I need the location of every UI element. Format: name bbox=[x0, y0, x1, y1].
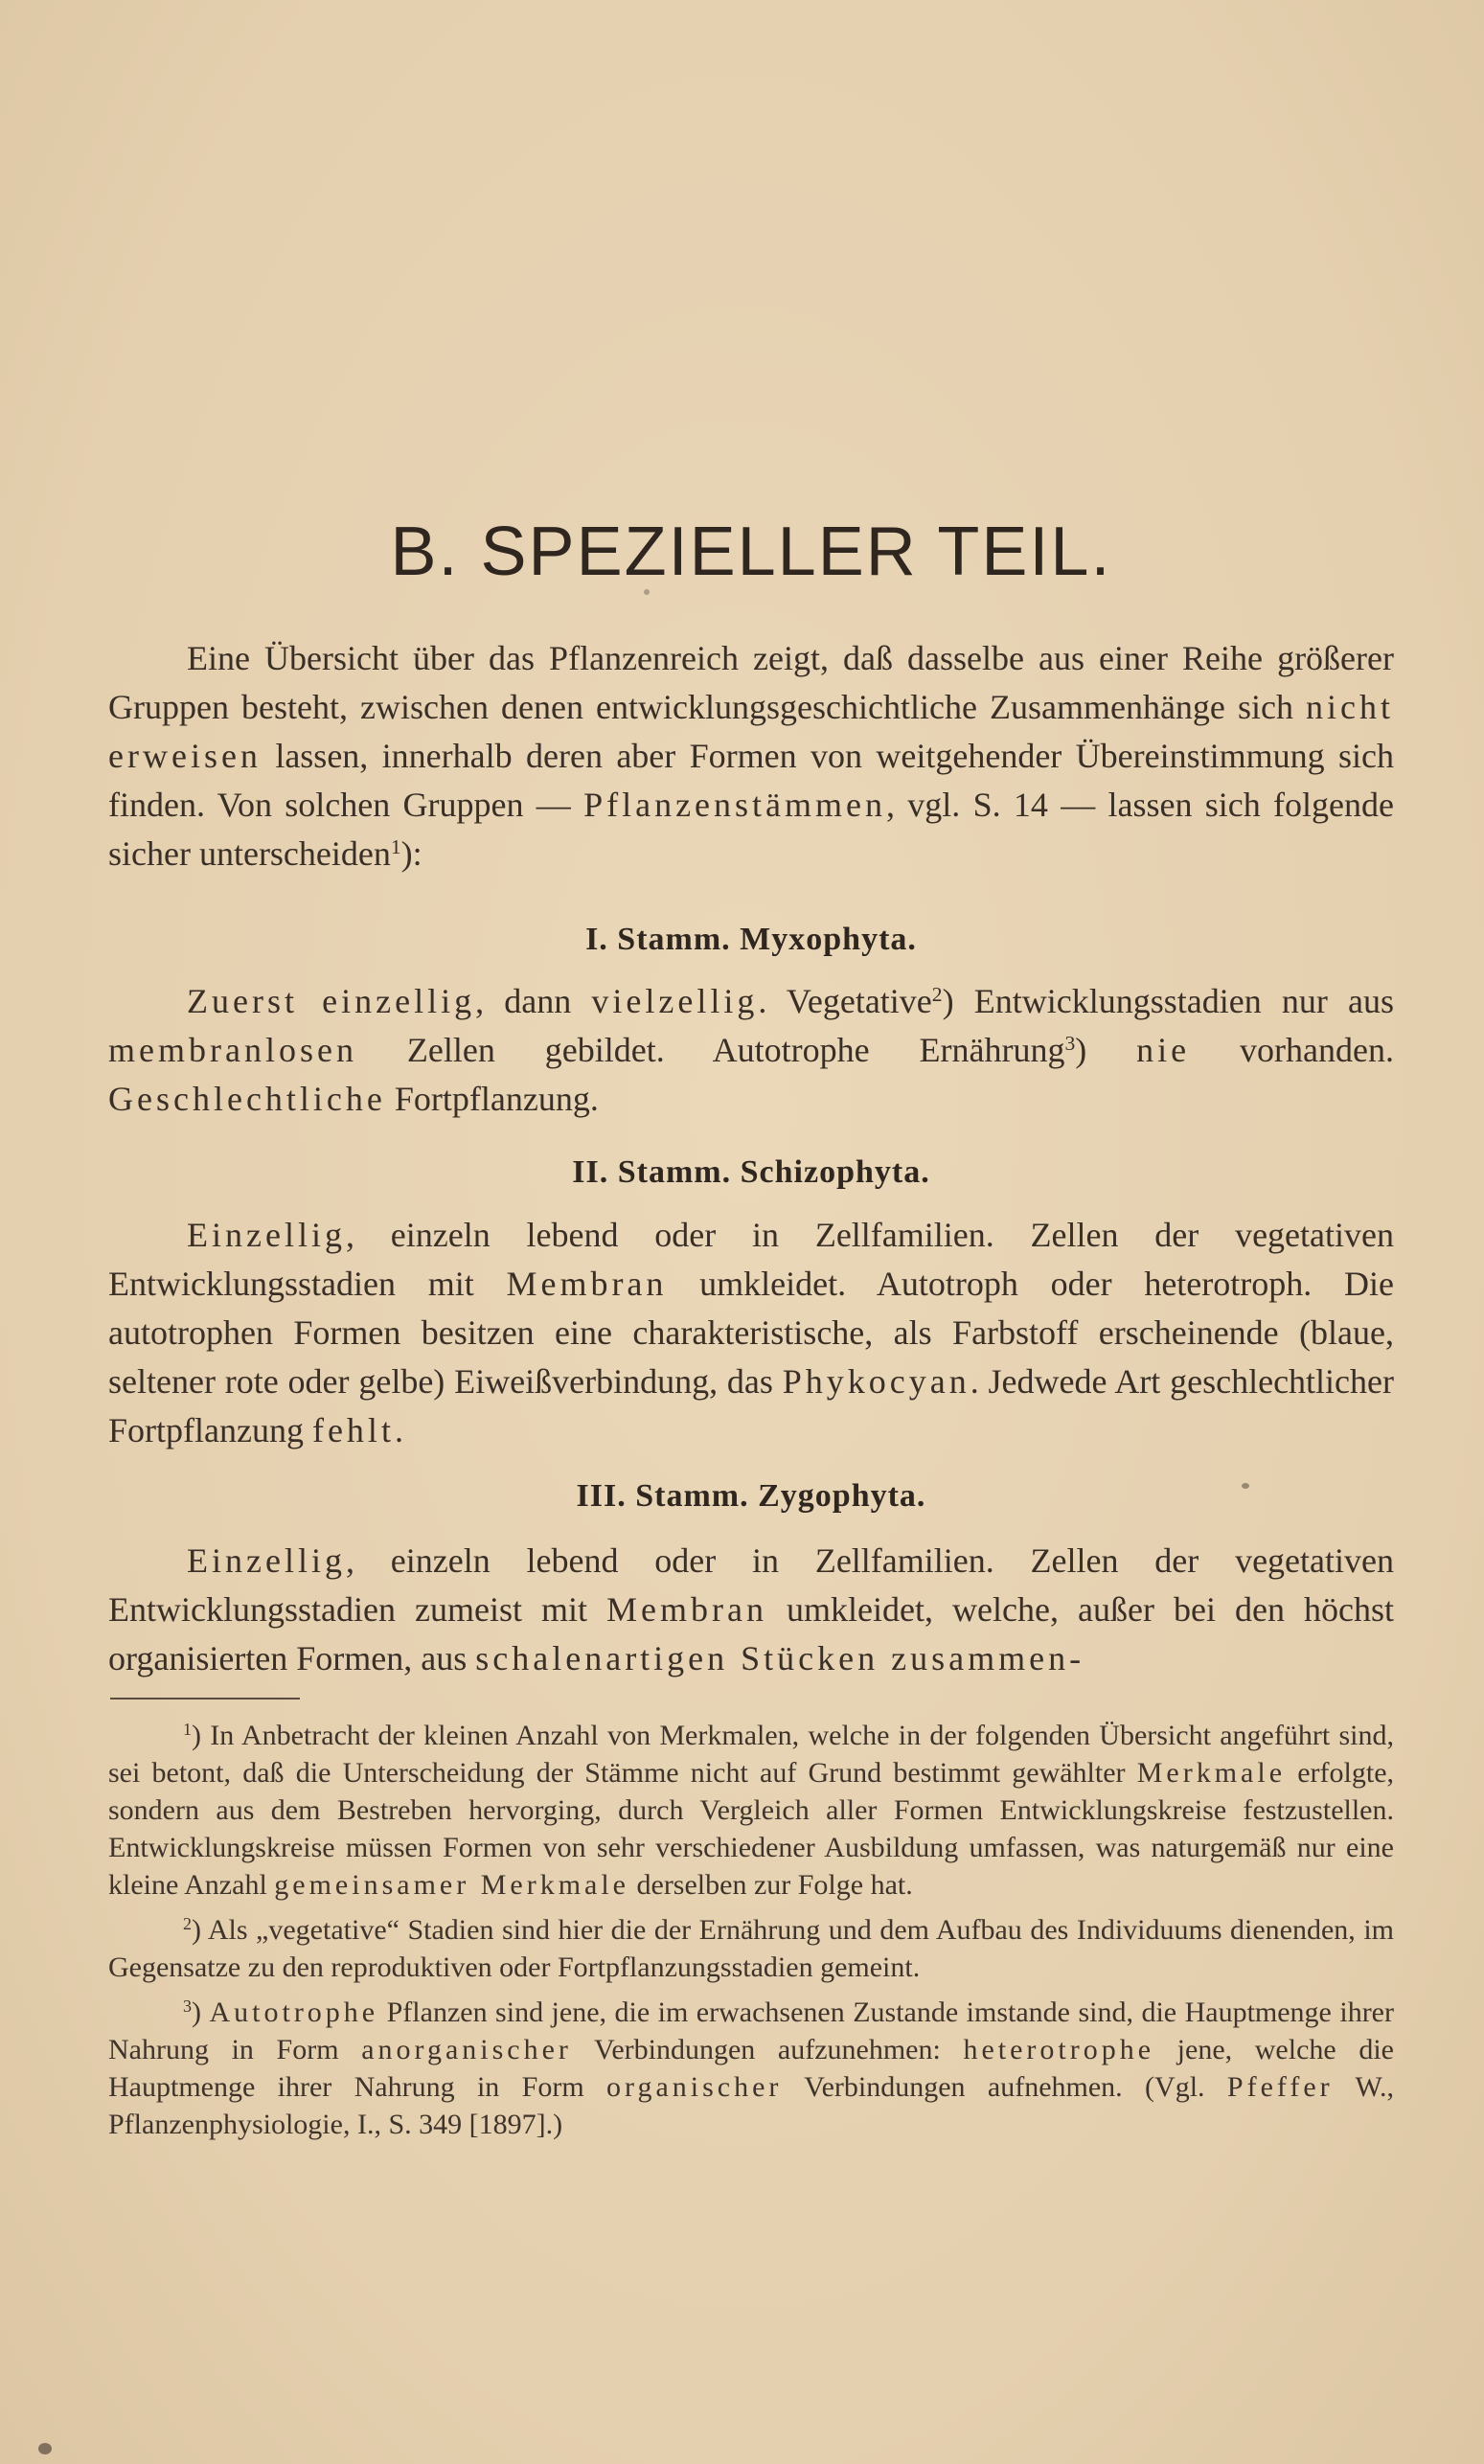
section-zygophyta bbox=[108, 1537, 1394, 1683]
section-heading-myxophyta-wrap bbox=[108, 922, 1394, 958]
section-heading-zygophyta: III. Stamm. Zygophyta. bbox=[576, 1478, 926, 1514]
myxo-text-a: , dann bbox=[475, 982, 592, 1020]
myxo-text-e: ) bbox=[1075, 1031, 1137, 1069]
zygo-emphasis-b: Membran bbox=[606, 1590, 767, 1629]
schizo-text-c: . Jedwede Art geschlechtlicher Fortpflanzung bbox=[108, 1362, 1395, 1449]
intro-emphasis-a: nicht erweisen bbox=[108, 688, 1394, 775]
fn1-text-a: ) In Anbetracht der kleinen Anzahl von Merkmalen, welche in der folgenden Übersicht angeführt sind, sei betont, daß die Unterscheidung der Stämme nicht auf Grund bestimmt gewählter bbox=[108, 1720, 1394, 1789]
section-schizophyta bbox=[108, 1211, 1394, 1455]
intro-text-c: , vgl. S. 14 — lassen sich folgende sicher unterscheiden bbox=[108, 786, 1394, 873]
schizo-text-d: . bbox=[394, 1411, 403, 1449]
section-myxophyta bbox=[108, 977, 1394, 1124]
fn3-text-a: ) bbox=[192, 1996, 210, 2028]
paragraph-myxophyta bbox=[108, 977, 1394, 1124]
intro-text-e: : bbox=[412, 834, 426, 873]
fn1-text-c: derselben zur Folge hat. bbox=[629, 1869, 913, 1901]
zygo-emphasis-c: schalenartigen Stücken zusammen- bbox=[475, 1639, 1085, 1677]
paper-speck bbox=[644, 589, 650, 595]
fn3-text-f: W., Pflanzenphysiologie, I., S. 349 [1897].) bbox=[108, 2071, 1395, 2140]
intro-text-d: ) bbox=[400, 834, 413, 873]
fn3-text-e: Verbindungen aufnehmen. (Vgl. bbox=[782, 2071, 1227, 2103]
myxo-emphasis-a: Zuerst einzellig bbox=[187, 982, 476, 1020]
myxo-emphasis-e: nie bbox=[1136, 1031, 1191, 1069]
schizo-emphasis-d: fehlt bbox=[311, 1411, 395, 1449]
fn3-text-b: Pflanzen sind jene, die im erwachsenen Zustande imstande sind, die Hauptmenge ihrer Nahrung in Form bbox=[108, 1996, 1394, 2065]
paper-speck bbox=[38, 2443, 52, 2454]
fn2-text-a: ) Als „vegetative“ Stadien sind hier die der Ernährung und dem Aufbau des Individuums dienenden, im Gegensatze zu den reproduktiven oder Fortpflanzungsstadien gemeint. bbox=[108, 1914, 1394, 1983]
paragraph-schizophyta bbox=[108, 1211, 1394, 1455]
fn3-emphasis-d: organischer bbox=[606, 2071, 783, 2103]
intro-paragraph bbox=[108, 634, 1394, 878]
footnote-ref-3: 3 bbox=[1064, 1032, 1076, 1056]
schizo-emphasis-b: Membran bbox=[506, 1265, 668, 1303]
myxo-emphasis-f: Geschlechtliche bbox=[108, 1080, 386, 1118]
fn3-text-c: Verbindungen aufzunehmen: bbox=[571, 2034, 964, 2065]
zygo-text-b: umkleidet, welche, außer bei den höchst organisierten Formen, aus bbox=[108, 1590, 1394, 1677]
fn3-emphasis-b: anorganischer bbox=[361, 2034, 572, 2065]
paragraph-zygophyta bbox=[108, 1537, 1394, 1683]
footnote-2 bbox=[108, 1911, 1394, 1986]
paper-speck bbox=[1242, 1483, 1249, 1489]
schizo-emphasis-a: Einzellig bbox=[187, 1216, 346, 1254]
schizo-emphasis-c: Phykocyan bbox=[782, 1362, 970, 1401]
footnote-ref-1: 1 bbox=[390, 835, 401, 859]
section-heading-schizophyta: II. Stamm. Schizophyta. bbox=[572, 1154, 930, 1190]
footnotes bbox=[108, 1717, 1394, 2143]
fn3-emphasis-e: Pfeffer bbox=[1226, 2071, 1334, 2103]
fn1-text-b: erfolgte, sondern aus dem Bestreben hervorging, durch Vergleich aller Formen Entwicklungskreise festzustellen. Entwicklungskreise müssen Formen von sehr verschiedener Ausbildung umfassen, was naturgemäß nur eine kleine Anzahl bbox=[108, 1757, 1395, 1901]
intro-text-b: lassen, innerhalb deren aber Formen von weitgehender Übereinstimmung sich finden. Von solchen Gruppen — bbox=[108, 737, 1394, 824]
section-heading-zygophyta-wrap bbox=[108, 1478, 1394, 1515]
fn3-text-d: jene, welche die Hauptmenge ihrer Nahrung in Form bbox=[108, 2034, 1394, 2103]
intro-paragraph-block bbox=[108, 634, 1394, 878]
intro-emphasis-b: Pflanzenstämmen bbox=[583, 786, 886, 824]
fn3-emphasis-a: Autotrophe bbox=[209, 1996, 379, 2028]
myxo-text-c: ) Entwicklungsstadien nur aus bbox=[942, 982, 1395, 1020]
page-title: B. SPEZIELLER TEIL. bbox=[390, 513, 1112, 590]
section-heading-myxophyta: I. Stamm. Myxophyta. bbox=[585, 922, 917, 957]
footnote-3 bbox=[108, 1994, 1394, 2143]
schizo-text-a: , einzeln lebend oder in Zellfamilien. Zellen der vegetativen Entwicklungsstadien mit bbox=[108, 1216, 1394, 1303]
footnote-3-mark: 3 bbox=[183, 1996, 192, 2017]
fn1-emphasis-a: Merkmale bbox=[1136, 1757, 1287, 1789]
footnote-1 bbox=[108, 1717, 1394, 1904]
footnote-ref-2: 2 bbox=[931, 983, 943, 1007]
myxo-emphasis-b: vielzellig bbox=[591, 982, 759, 1020]
schizo-text-b: umkleidet. Autotroph oder heterotroph. Die autotrophen Formen besitzen eine charakteristische, als Farbstoff erscheinende (blaue, seltener rote oder gelbe) Eiweißverbindung, das bbox=[108, 1265, 1394, 1401]
myxo-text-f: vorhanden. bbox=[1190, 1031, 1394, 1069]
footnote-2-mark: 2 bbox=[183, 1914, 192, 1934]
footnote-1-mark: 1 bbox=[183, 1720, 192, 1740]
zygo-emphasis-a: Einzellig bbox=[187, 1541, 346, 1580]
myxo-text-g: Fortpflanzung. bbox=[385, 1080, 599, 1118]
section-heading-schizophyta-wrap bbox=[108, 1154, 1394, 1191]
myxo-text-b: . Vegetative bbox=[758, 982, 932, 1020]
footnote-divider bbox=[110, 1698, 300, 1700]
intro-text-a: Eine Übersicht über das Pflanzenreich zeigt, daß dasselbe aus einer Reihe größerer Gruppen besteht, zwischen denen entwicklungsgeschichtliche Zusammenhänge sich bbox=[108, 639, 1394, 726]
fn1-emphasis-b: gemeinsamer Merkmale bbox=[274, 1869, 629, 1901]
myxo-text-d: Zellen gebildet. Autotrophe Ernährung bbox=[356, 1031, 1065, 1069]
zygo-text-a: , einzeln lebend oder in Zellfamilien. Zellen der vegetativen Entwicklungsstadien zumeist mit bbox=[108, 1541, 1394, 1629]
myxo-emphasis-c: membranlosen bbox=[108, 1031, 357, 1069]
fn3-emphasis-c: heterotrophe bbox=[963, 2034, 1155, 2065]
